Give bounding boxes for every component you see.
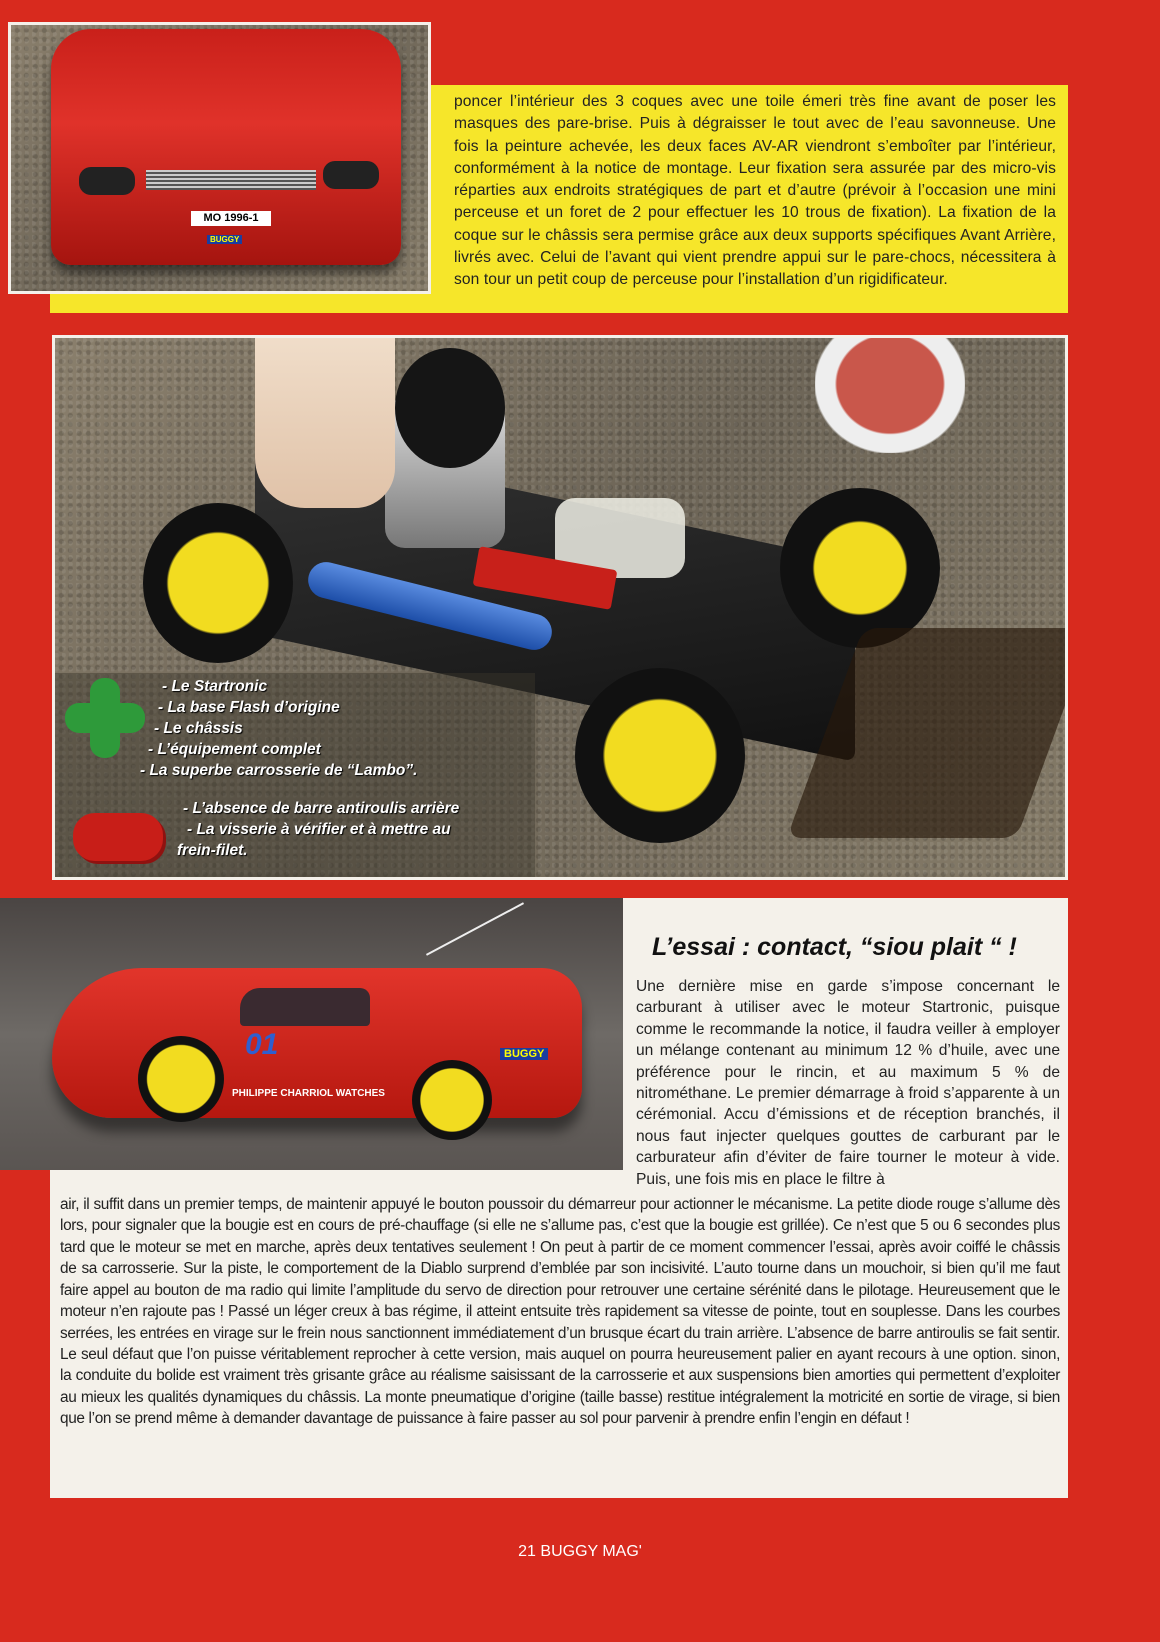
sponsor-decal: PHILIPPE CHARRIOL WATCHES — [232, 1088, 385, 1099]
chassis-photo — [52, 335, 1068, 880]
minus-icon — [73, 813, 163, 861]
antenna — [426, 902, 524, 955]
car-rear-body — [51, 29, 401, 265]
con-item: - La visserie à vérifier et à mettre au — [187, 821, 451, 838]
car-tail-lights — [79, 167, 135, 195]
buggy-badge: BUGGY — [207, 235, 242, 244]
con-item: frein-filet. — [177, 842, 248, 859]
pro-item: - Le Startronic — [162, 678, 268, 695]
intro-paragraph: poncer l’intérieur des 3 coques avec une toile émeri très fine avant de poser les masques des pare-brise. Puis à dégraisser le tout avec de l’eau savonneuse. Une fois la peinture achevée, les deux faces AV-AR viendront s’emboîter par l’intérieur, conformément à la notice de montage. Leur fixation sera assurée par des micro-vis réparties aux endroits stratégiques de part et d’autre (prévoir à l’occasion une mini perceuse et un foret de 2 pour effectuer les 10 trous de fixation). La fixation de la coque sur le châssis sera permise grâce aux deux supports spécifiques Avant Arrière, livrés avec. Celui de l’avant qui vient prendre appui sur le pare-chocs, nécessitera à son tour un petit coup de perceuse pour l’installation d’un rigidificateur. — [454, 93, 1056, 289]
article-text — [50, 976, 1060, 1430]
hand — [255, 338, 395, 508]
wheel-rear-left — [575, 668, 745, 843]
plus-icon — [65, 678, 145, 758]
cons-list — [177, 798, 460, 861]
pro-item: - La base Flash d’origine — [158, 699, 340, 716]
shoe — [815, 338, 965, 453]
con-item: - L’absence de barre antiroulis arrière — [183, 800, 460, 817]
pro-item: - L’équipement complet — [148, 741, 321, 758]
car-tail-lights-right — [323, 161, 379, 189]
car-grille — [146, 170, 316, 190]
license-plate: MO 1996-1 — [191, 211, 271, 226]
wheel-top — [395, 348, 505, 468]
page-footer: 21 BUGGY MAG' — [518, 1543, 642, 1560]
buggy-decal: BUGGY — [500, 1048, 548, 1060]
pros-list — [140, 676, 417, 781]
section-title: L’essai : contact, “siou plait “ ! — [652, 933, 1017, 961]
right-column-text: Une dernière mise en garde s’impose concernant le carburant à utiliser avec le moteur Startronic, puisque comme le recommande la notice, il faudra veiller à employer un mélange contenant au minimum 12 % d’huile, avec une préférence pour le rincin, et au maximum 5 % de nitrométhane. Le premier démarrage à froid s’apparente à un cérémonial. Accu d’émissions et de réception branchés, il nous faut injecter quelques gouttes de carburant par le carburateur afin d’éviter de faire tourner le moteur à vide. Puis, une fois mis en place le filtre à — [636, 978, 1060, 1188]
pro-item: - Le châssis — [154, 720, 243, 737]
car-number: 01 — [245, 1028, 279, 1061]
rear-car-photo — [8, 22, 431, 294]
body-text: air, il suffit dans un premier temps, de maintenir appuyé le bouton poussoir du démarreur pour actionner le mécanisme. La petite diode rouge s’allume dès lors, pour signaler que la bougie est en cours de pré-chauffage (si elle ne s’allume pas, c’est que la bougie est grillée). Ce n’est que 5 ou 6 secondes plus tard que le moteur se met en marche, après deux tentatives seulement ! On peut à partir de ce moment commencer l’essai, après avoir coiffé le châssis de sa carrosserie. Sur la piste, le comportement de la Diablo surprend d’emblée par son incisivité. L’auto tourne dans un mouchoir, si bien qu’il me faut faire appel au bouton de ma radio qui limite l’amplitude du servo de direction pour retrouver une certaine sérénité dans le pilotage. Heureusement que le moteur n’en rajoute pas ! Passé un léger creux à bas régime, il atteint entsuite très rapidement sa vitesse de pointe, tout en souplesse. Dans les courbes serrées, les entrées en virage sur le frein nous sanctionnent immédiatement d’un brusque écart du train arrière. L’absence de barre antiroulis se fait sentir. Le seul défaut que l’on puisse véritablement reprocher à cette version, mais auquel on pourra heureusement palier en ayant recours à une option. sinon, la conduite du bolide est vraiment très grisante grâce au réalisme saisissant de la carrosserie et aux suspensions bien amorties qui permettent d’exploiter au mieux les qualités dynamiques du châssis. La monte pneumatique d’origine (taille basse) restitue intégralement la motricité en sortie de virage, si bien que l’on se prend même à demander davantage de puissance à faire passer au sol pour parvenir à prendre enfin l’engin en défaut ! — [60, 1196, 1060, 1428]
wheel-rear-right — [780, 488, 940, 648]
wheel-front-left — [143, 503, 293, 663]
pro-item: - La superbe carrosserie de “Lambo”. — [140, 762, 418, 779]
